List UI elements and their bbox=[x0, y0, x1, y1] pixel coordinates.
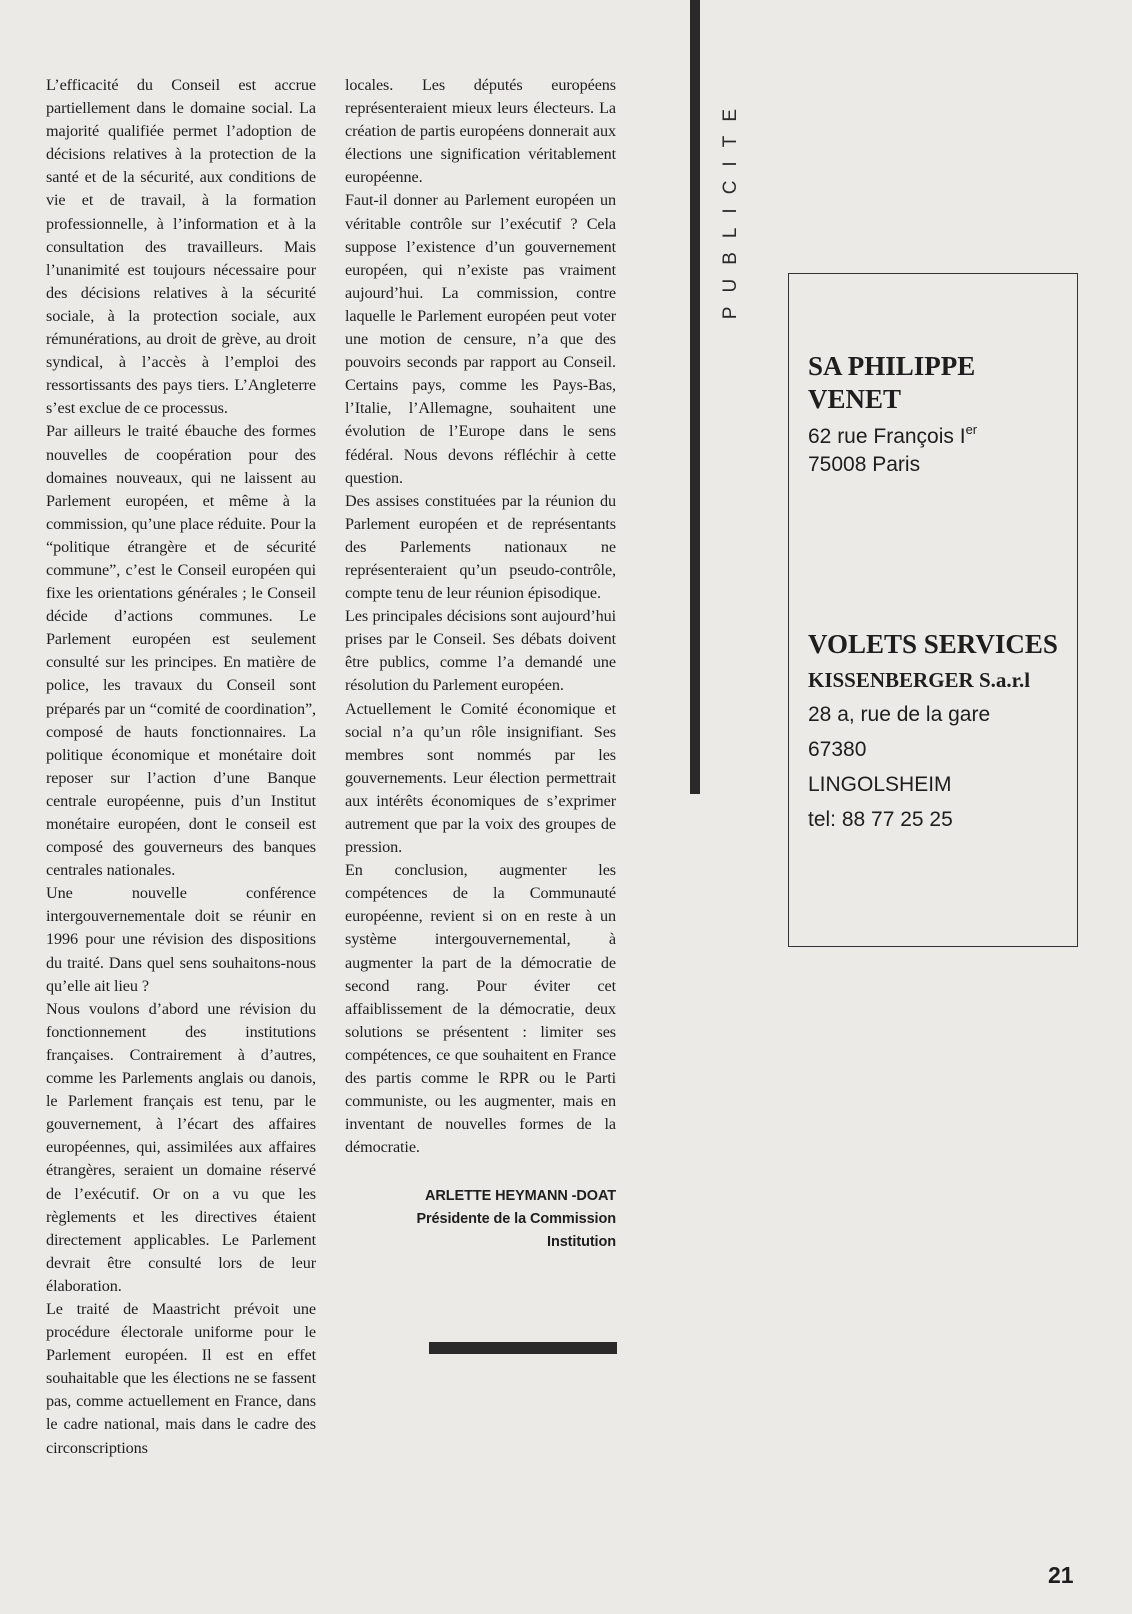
advertisement-volets-services bbox=[808, 628, 1069, 837]
paragraph: Nous voulons d’abord une révision du fonctionnement des institutions françaises. Contrairement à d’autres, comme les Parlements anglais ou danois, le Parlement français est tenu, par le gouvernement, à l’écart des affaires européennes, qui, assimilées aux affaires étrangères, seraient un domaine réservé de l’exécutif. Or on a vu que les règlements et les directives étaient directement applicables. Le Parlement devrait être consulté lors de leur élaboration. bbox=[46, 999, 316, 1295]
paragraph: Actuellement le Comité économique et social n’a qu’un rôle insignifiant. Ses membres sont nommés par les gouvernements. Leur élection permettrait aux intérêts économiques de s’exprimer autrement que par la voix des groupes de pression. bbox=[345, 699, 616, 857]
page-number: 21 bbox=[1048, 1562, 1074, 1588]
author-name: ARLETTE HEYMANN -DOAT bbox=[425, 1188, 616, 1205]
paragraph: Une nouvelle conférence intergouvernementale doit se réunir en 1996 pour une révision des dispositions du traité. Dans quel sens souhaitons-nous qu’elle ait lieu ? bbox=[46, 884, 316, 995]
paragraph: locales. Les députés européens représenteraient mieux leurs électeurs. La création de partis européens donnerait aux élections une signification véritablement européenne. bbox=[345, 76, 616, 187]
advertiser-street: 28 a, rue de la gare bbox=[808, 703, 991, 726]
advertisement-philippe-venet bbox=[808, 350, 1069, 479]
advertiser-city: 75008 Paris bbox=[808, 453, 921, 476]
paragraph: Faut-il donner au Parlement européen un véritable contrôle sur l’exécutif ? Cela suppose l’existence d’un gouvernement européen, qui n’existe pas vraiment aujourd’hui. La commission, contre laquelle le Parlement européen peut voter une motion de censure, n’a que des pouvoirs seconds par rapport au Conseil. Certains pays, comme les Pays-Bas, l’Italie, l’Allemagne, souhaitent une évolution de l’Europe dans le sens fédéral. Nous devons réfléchir à cette question. bbox=[345, 191, 616, 487]
author-signature bbox=[345, 1185, 616, 1254]
paragraph: Des assises constituées par la réunion du Parlement européen et de représentants des Parlements nationaux ne représenteraient qu’un pseudo-contrôle, compte tenu de leur réunion épisodique. bbox=[345, 491, 616, 603]
paragraph: Par ailleurs le traité ébauche des formes nouvelles de coopération pour des domaines nouveaux, qui ne laissent au Parlement européen, et même à la commission, qu’une place réduite. Pour la “politique étrangère et de sécurité commune”, c’est le Conseil européen qui fixe les orientations générales ; le Conseil décide d’actions communes. Le Parlement européen est seulement consulté sur les principes. En matière de police, les travaux du Conseil sont préparés par un “comité de coordination”, composé de hauts fonctionnaires. La politique économique et monétaire doit reposer sur l’action d’une Banque centrale européenne, puis d’un Institut monétaire européen, dont le conseil est composé des gouverneurs des banques centrales nationales. bbox=[46, 422, 316, 880]
paragraph: L’efficacité du Conseil est accrue partiellement dans le domaine social. La majorité qualifiée permet l’adoption de décisions relatives à la protection de la santé et de la sécurité, aux conditions de vie et de travail, à la formation professionnelle, à l’information et à la consultation des travailleurs. Mais l’unanimité est toujours nécessaire pour des décisions relatives à la sécurité sociale, à la protection sociale, aux rémunérations, au droit de grève, au droit syndical, à l’accès à l’emploi des ressortissants des pays tiers. L’Angleterre s’est exclue de ce processus. bbox=[46, 76, 316, 418]
address-superscript: er bbox=[965, 422, 978, 437]
author-role: Présidente de la Commission bbox=[416, 1211, 616, 1228]
article-column-2 bbox=[345, 74, 616, 1254]
publicite-label: PUBLICITE bbox=[720, 95, 741, 320]
advertiser-phone: tel: 88 77 25 25 bbox=[808, 808, 953, 831]
advertiser-name-continued: VENET bbox=[808, 384, 902, 414]
advertiser-city: LINGOLSHEIM bbox=[808, 773, 952, 796]
author-role-continued: Institution bbox=[547, 1234, 616, 1251]
advertisement-box bbox=[788, 273, 1078, 947]
paragraph: En conclusion, augmenter les compétences de la Communauté européenne, revient si on en reste à un système intergouvernemental, à augmenter la part de la démocratie de second rang. Pour éviter cet affaiblissement de la démocratie, deux solutions se présentent : limiter ses compétences, ce que souhaitent en France des partis comme le RPR ou le Parti communiste, ou les augmenter, mais en inventant de nouvelles formes de la démocratie. bbox=[345, 861, 616, 1157]
vertical-divider bbox=[690, 0, 700, 794]
advertiser-postcode: 67380 bbox=[808, 738, 867, 761]
advertiser-name: SA PHILIPPE bbox=[808, 351, 976, 381]
paragraph: Les principales décisions sont aujourd’hui prises par le Conseil. Ses débats doivent être publics, comme l’a demandé une résolution du Parlement européen. bbox=[345, 607, 616, 695]
address-street: 62 rue François I bbox=[808, 425, 966, 448]
article-column-1 bbox=[46, 74, 316, 1460]
advertiser-address bbox=[808, 416, 1069, 451]
advertiser-company: KISSENBERGER S.a.r.l bbox=[808, 668, 1031, 692]
signature-rule bbox=[429, 1342, 617, 1354]
paragraph: Le traité de Maastricht prévoit une procédure électorale uniforme pour le Parlement européen. Il est en effet souhaitable que les élections ne se fassent pas, comme actuellement en France, dans le cadre national, mais dans le cadre des circonscriptions bbox=[46, 1299, 316, 1457]
advertiser-name: VOLETS SERVICES bbox=[808, 629, 1058, 659]
